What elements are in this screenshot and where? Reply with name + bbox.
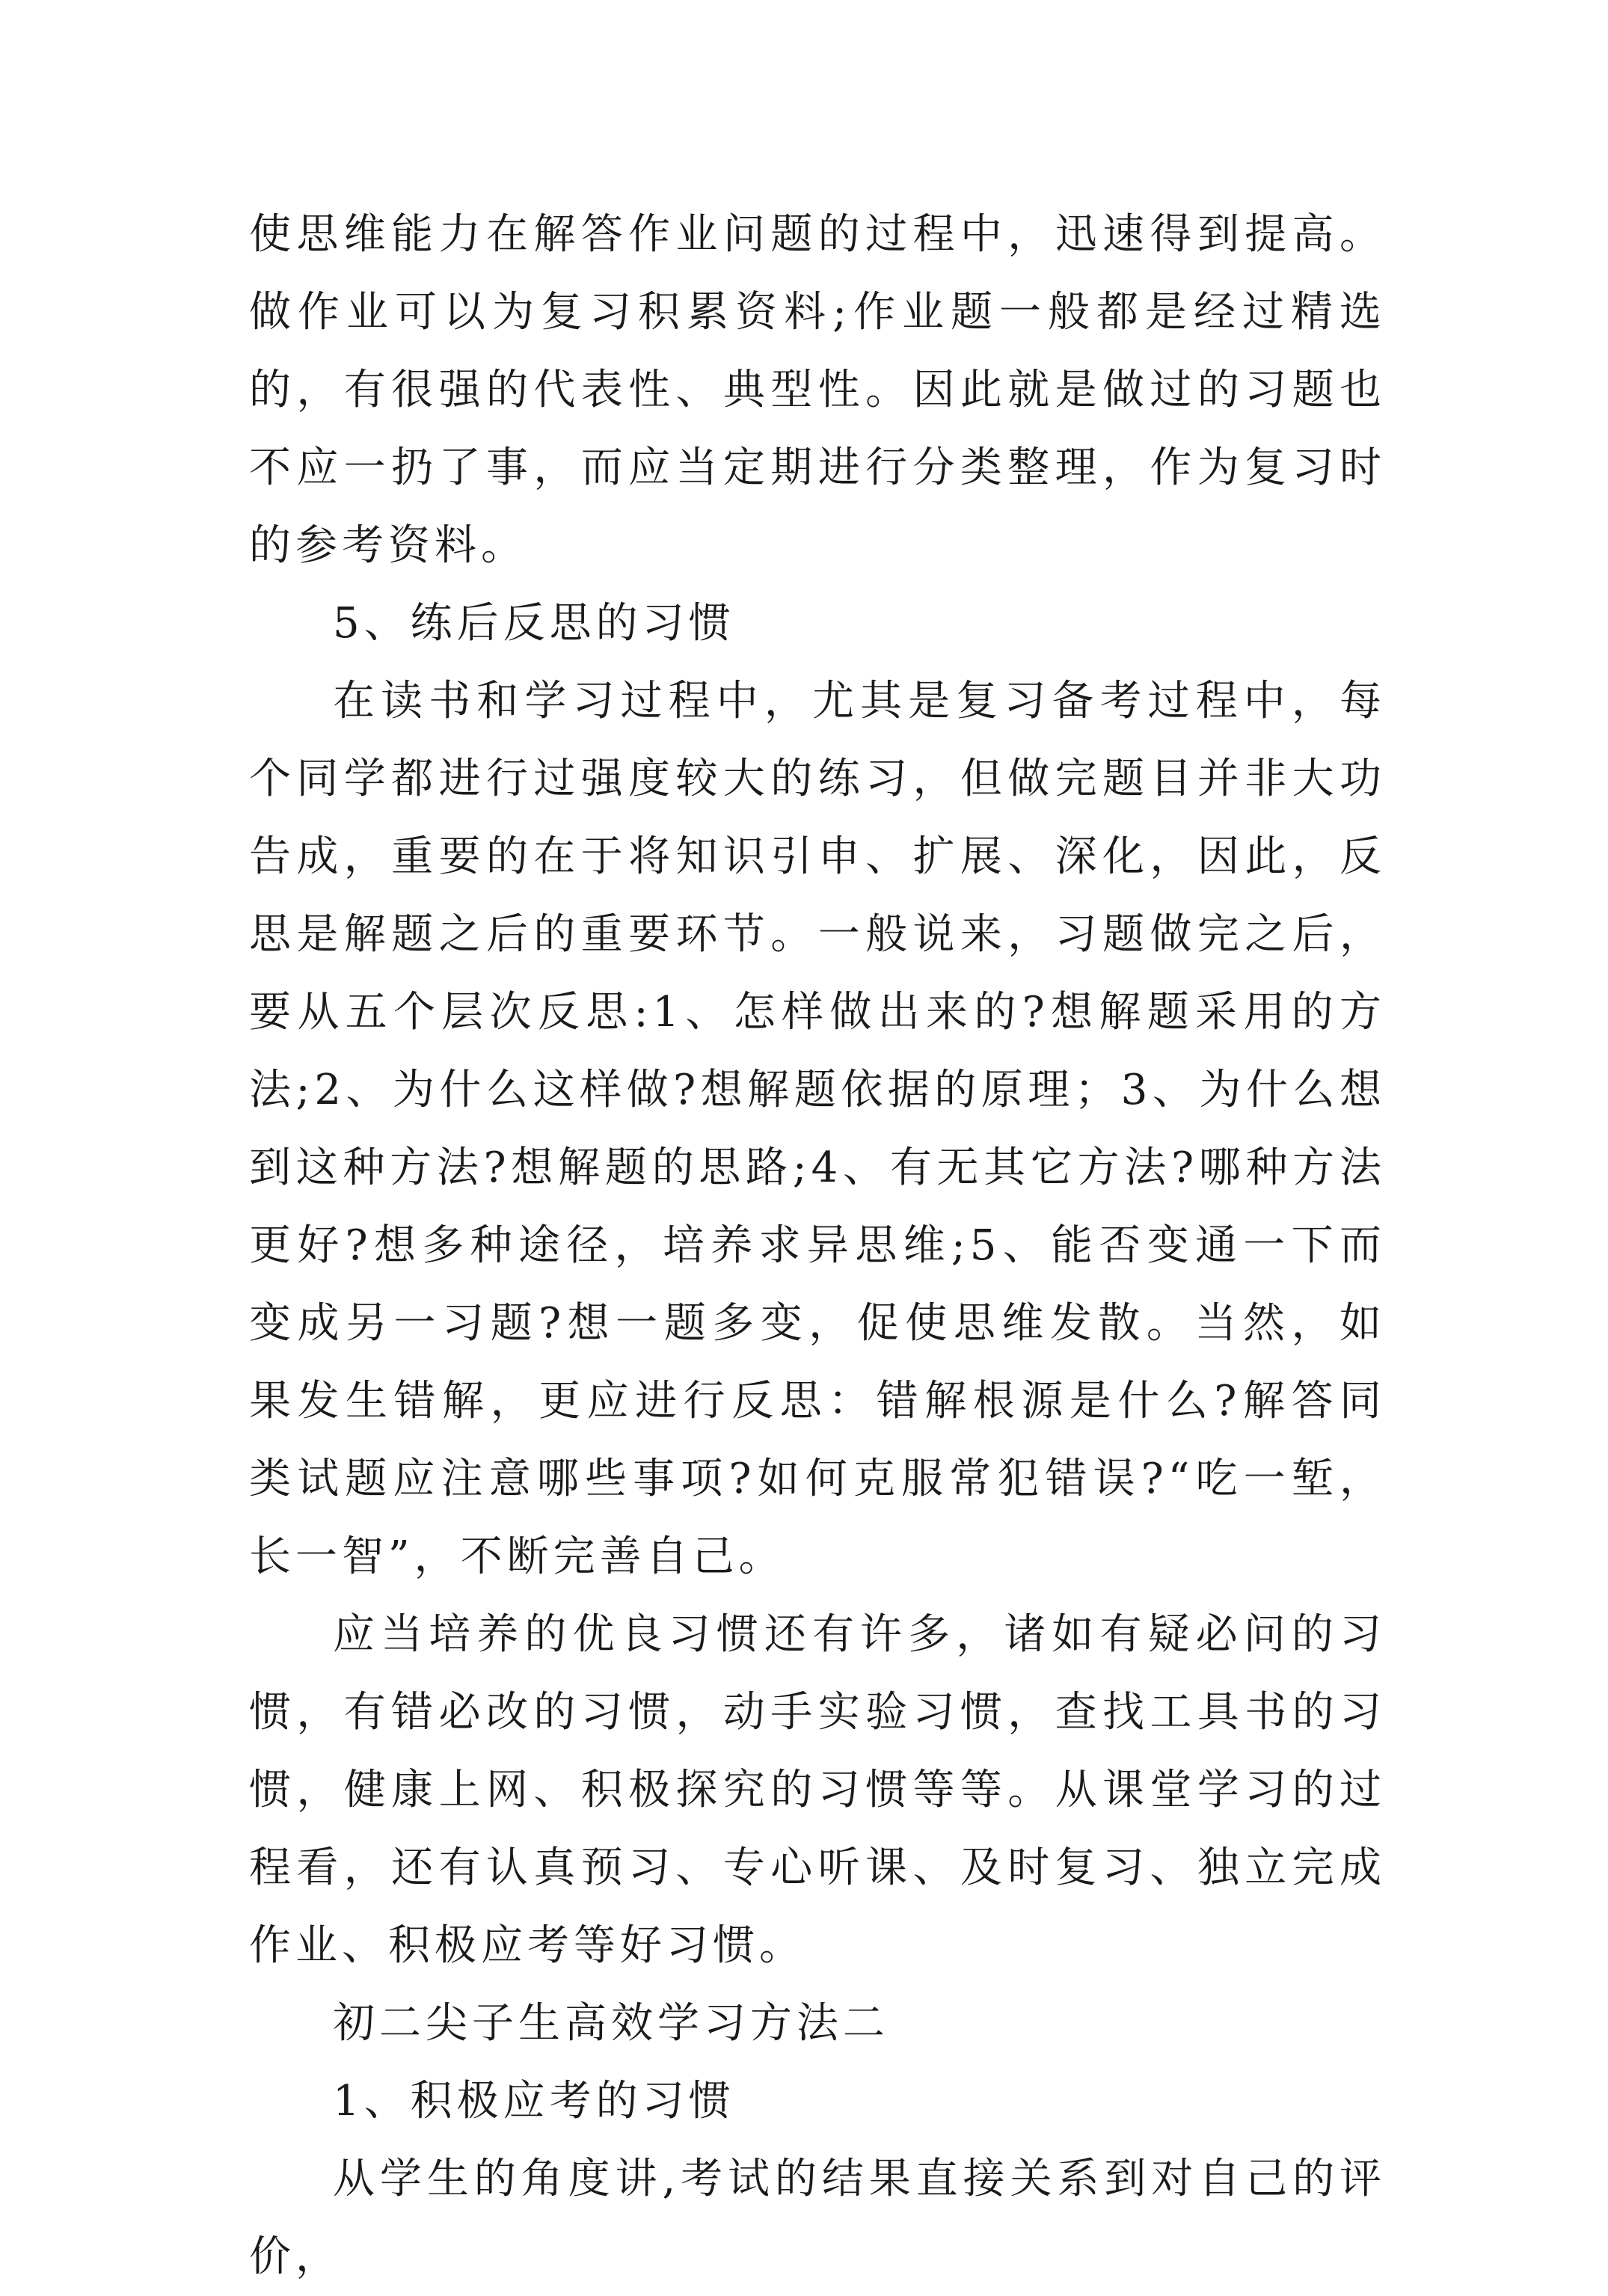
section-heading-exam-habit: 1、积极应考的习惯 <box>333 2077 735 2125</box>
section-heading-reflection-habit: 5、练后反思的习惯 <box>333 599 735 648</box>
paragraph-other-good-habits: 应当培养的优良习惯还有许多，诸如有疑必问的习惯，有错必改的习惯，动手实验习惯，查找工具书的习惯，健康上网、积极探究的习惯等等。从课堂学习的过程看，还有认真预习、专心听课、及时复习、独立完成作业、积极应考等好习惯。 <box>249 1610 1386 1970</box>
document-body <box>249 196 1386 2296</box>
section-title-method-two: 初二尖子生高效学习方法二 <box>333 1999 889 2048</box>
paragraph-reflection-details: 在读书和学习过程中，尤其是复习备考过程中，每个同学都进行过强度较大的练习，但做完题目并非大功告成，重要的在于将知识引申、扩展、深化，因此，反思是解题之后的重要环节。一般说来，习题做完之后，要从五个层次反思:1、怎样做出来的?想解题采用的方法;2、为什么这样做?想解题依据的原理；3、为什么想到这种方法?想解题的思路;4、有无其它方法?哪种方法更好?想多种途径，培养求异思维;5、能否变通一下而变成另一习题?想一题多变，促使思维发散。当然，如果发生错解，更应进行反思：错解根源是什么?解答同类试题应注意哪些事项?如何克服常犯错误?“吃一堑，长一智”，不断完善自己。 <box>249 677 1386 1581</box>
paragraph-homework-review: 使思维能力在解答作业问题的过程中，迅速得到提高。做作业可以为复习积累资料;作业题一般都是经过精选的，有很强的代表性、典型性。因此就是做过的习题也不应一扔了事，而应当定期进行分类整理，作为复习时的参考资料。 <box>249 210 1386 570</box>
paragraph-exam-perspective: 从学生的角度讲,考试的结果直接关系到对自己的评价， <box>249 2155 1386 2281</box>
